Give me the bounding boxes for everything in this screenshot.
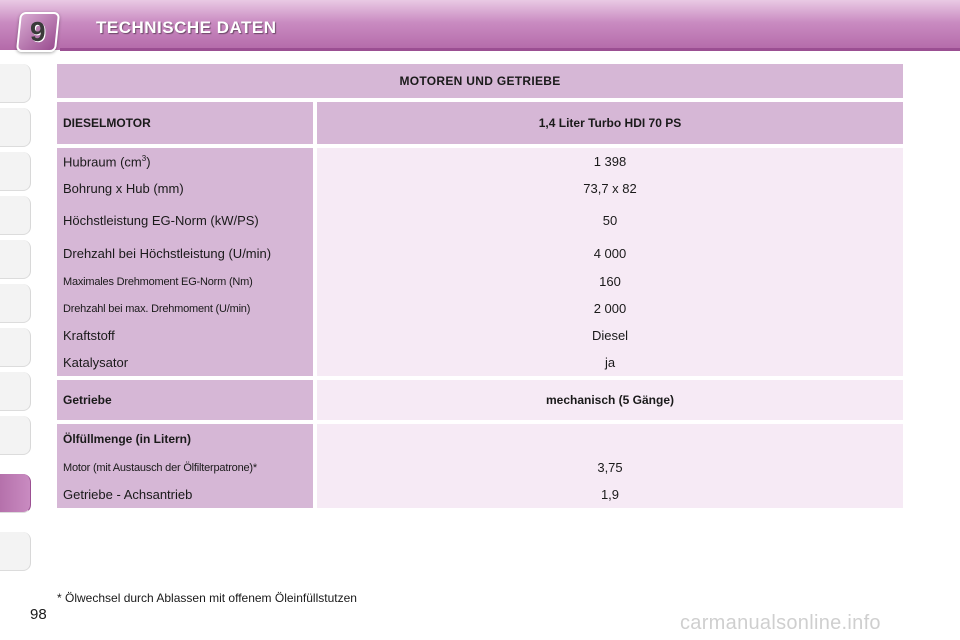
- page-number: 98: [30, 606, 47, 623]
- row-value: 2 000: [317, 295, 903, 322]
- chapter-tab-6[interactable]: [0, 284, 31, 323]
- row-label: Höchstleistung EG-Norm (kW/PS): [57, 202, 317, 238]
- row-value: 50: [317, 202, 903, 238]
- table-row: [57, 322, 903, 349]
- gearbox-value: mechanisch (5 Gänge): [317, 380, 903, 424]
- table-row: [57, 349, 903, 380]
- header-divider: [60, 48, 960, 51]
- chapter-tab-9[interactable]: [0, 416, 31, 455]
- chapter-number: 9: [30, 16, 46, 47]
- table-row: [57, 481, 903, 508]
- row-value: 160: [317, 268, 903, 295]
- row-label: Getriebe - Achsantrieb: [57, 481, 317, 508]
- row-label: Motor (mit Austausch der Ölfilterpatrone)*: [57, 454, 317, 481]
- gearbox-row: [57, 380, 903, 424]
- row-value: Diesel: [317, 322, 903, 349]
- table-title: MOTOREN UND GETRIEBE: [57, 64, 903, 102]
- chapter-tab-active[interactable]: [0, 474, 31, 513]
- row-label: Katalysator: [57, 349, 317, 380]
- engine-model-label: 1,4 Liter Turbo HDI 70 PS: [317, 102, 903, 148]
- row-label: Maximales Drehmoment EG-Norm (Nm): [57, 268, 317, 295]
- oil-heading: Ölfüllmenge (in Litern): [57, 424, 317, 454]
- row-value: 73,7 x 82: [317, 175, 903, 202]
- table-row: [57, 202, 903, 238]
- row-value: 4 000: [317, 238, 903, 268]
- engine-header-row: [57, 102, 903, 148]
- row-label: Bohrung x Hub (mm): [57, 175, 317, 202]
- oil-heading-empty: [317, 424, 903, 454]
- row-label: Kraftstoff: [57, 322, 317, 349]
- engine-type-label: DIESELMOTOR: [57, 102, 317, 148]
- table-title-row: [57, 64, 903, 102]
- chapter-tab-4[interactable]: [0, 196, 31, 235]
- gearbox-label: Getriebe: [57, 380, 317, 424]
- row-value: ja: [317, 349, 903, 380]
- table-row: [57, 295, 903, 322]
- chapter-tab-7[interactable]: [0, 328, 31, 367]
- table-row: [57, 268, 903, 295]
- watermark: carmanualsonline.info: [680, 612, 881, 634]
- chapter-tab-3[interactable]: [0, 152, 31, 191]
- table-row: [57, 454, 903, 481]
- chapter-badge: [16, 12, 60, 52]
- row-value: 1 398: [317, 148, 903, 175]
- footnote: * Ölwechsel durch Ablassen mit offenem Öleinfüllstutzen: [57, 591, 357, 605]
- engine-spec-table: [57, 64, 903, 508]
- table-row: [57, 148, 903, 175]
- chapter-tab-11[interactable]: [0, 532, 31, 571]
- row-label: Drehzahl bei Höchstleistung (U/min): [57, 238, 317, 268]
- chapter-tab-strip: [0, 64, 34, 574]
- chapter-tab-2[interactable]: [0, 108, 31, 147]
- chapter-tab-5[interactable]: [0, 240, 31, 279]
- row-label: Hubraum $(cm^3)$: [57, 148, 317, 175]
- chapter-tab-1[interactable]: [0, 64, 31, 103]
- table-row: [57, 238, 903, 268]
- table-row: [57, 175, 903, 202]
- chapter-tab-8[interactable]: [0, 372, 31, 411]
- row-label: Drehzahl bei max. Drehmoment (U/min): [57, 295, 317, 322]
- row-value: 3,75: [317, 454, 903, 481]
- page-title: TECHNISCHE DATEN: [96, 18, 277, 37]
- oil-heading-row: [57, 424, 903, 454]
- row-value: 1,9: [317, 481, 903, 508]
